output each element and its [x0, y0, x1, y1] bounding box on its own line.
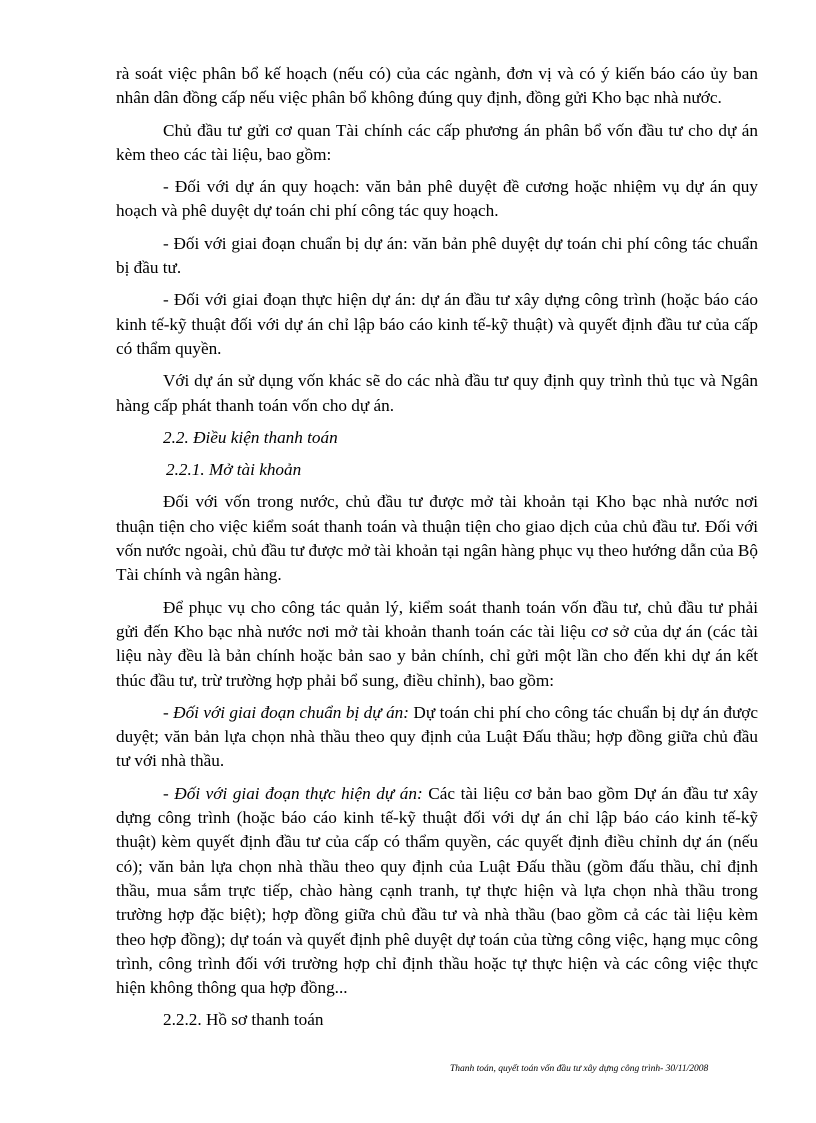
paragraph: rà soát việc phân bổ kế hoạch (nếu có) của các ngành, đơn vị và có ý kiến báo cáo ủy ban nhân dân đồng cấp nếu việc phân bổ không đúng quy định, đồng gửi Kho bạc nhà nước. [116, 64, 758, 108]
paragraph: Với dự án sử dụng vốn khác sẽ do các nhà đầu tư quy định quy trình thủ tục và Ngân hàng cấp phát thanh toán vốn cho dự án. [116, 371, 758, 415]
list-item: - Đối với giai đoạn chuẩn bị dự án: văn bản phê duyệt dự toán chi phí công tác chuẩn bị đầu tư. [116, 233, 758, 278]
section-heading: 2.2. Điều kiện thanh toán [163, 427, 338, 447]
list-item-lead: - Đối với giai đoạn thực hiện dự án: [163, 783, 423, 803]
paragraph: Để phục vụ cho công tác quản lý, kiểm soát thanh toán vốn đầu tư, chủ đầu tư phải gửi đến Kho bạc nhà nước nơi mở tài khoản thanh toán các tài liệu cơ sở của dự án (các tài liệu này đều là bản chính hoặc bản sao y bản chính, chỉ gửi một lần cho đến khi dự án kết thúc đầu tư, trừ trường hợp phải bổ sung, điều chỉnh), bao gồm: [116, 597, 758, 690]
list-item: - Đối với dự án quy hoạch: văn bản phê duyệt đề cương hoặc nhiệm vụ dự án quy hoạch và phê duyệt dự toán chi phí công tác quy hoạch. [116, 177, 758, 221]
list-item-text: Các tài liệu cơ bản bao gồm Dự án đầu tư xây dựng công trình (hoặc báo cáo kinh tế-kỹ thuật đối với dự án chỉ lập báo cáo kinh tế-kỹ thuật) kèm quyết định đầu tư của cấp có thẩm quyền, các quyết định điều chỉnh dự án (nếu có); văn bản lựa chọn nhà thầu theo quy định của Luật Đấu thầu (gồm đấu thầu, chỉ định thầu, mua sắm trực tiếp, chào hàng cạnh tranh, tự thực hiện và lựa chọn nhà thầu trong trường hợp đặc biệt); hợp đồng giữa chủ đầu tư và nhà thầu (bao gồm cả các tài liệu kèm theo hợp đồng); dự toán và quyết định phê duyệt dự toán của từng công việc, hạng mục công trình, công trình đối với trường hợp chỉ định thầu hoặc tự thực hiện và các công việc thực hiện không thông qua hợp đồng... [116, 783, 758, 998]
list-item-lead: - Đối với giai đoạn chuẩn bị dự án: [163, 702, 409, 722]
paragraph: Chủ đầu tư gửi cơ quan Tài chính các cấp phương án phân bổ vốn đầu tư cho dự án kèm theo các tài liệu, bao gồm: [116, 120, 758, 164]
subsection-heading: 2.2.1. Mở tài khoản [166, 460, 302, 480]
list-item [116, 782, 758, 1001]
page-footer: Thanh toán, quyết toán vốn đầu tư xây dựng công trình- 30/11/2008 [450, 1064, 709, 1074]
subsection-heading: 2.2.2. Hồ sơ thanh toán [163, 1010, 324, 1030]
list-item-text: Dự toán chi phí cho công tác chuẩn bị dự án được duyệt; văn bản lựa chọn nhà thầu theo quy định của Luật Đấu thầu; hợp đồng giữa chủ đầu tư với nhà thầu. [116, 702, 758, 771]
document-page [116, 62, 758, 1041]
paragraph: Đối với vốn trong nước, chủ đầu tư được mở tài khoản tại Kho bạc nhà nước nơi thuận tiện cho việc kiểm soát thanh toán và thuận tiện cho giao dịch của chủ đầu tư. Đối với vốn nước ngoài, chủ đầu tư được mở tài khoản tại ngân hàng phục vụ theo hướng dẫn của Bộ Tài chính và ngân hàng. [116, 492, 758, 585]
list-item [116, 701, 758, 774]
list-item: - Đối với giai đoạn thực hiện dự án: dự án đầu tư xây dựng công trình (hoặc báo cáo kinh tế-kỹ thuật đối với dự án chỉ lập báo cáo kinh tế-kỹ thuật) và quyết định đầu tư của cấp có thẩm quyền. [116, 290, 758, 358]
